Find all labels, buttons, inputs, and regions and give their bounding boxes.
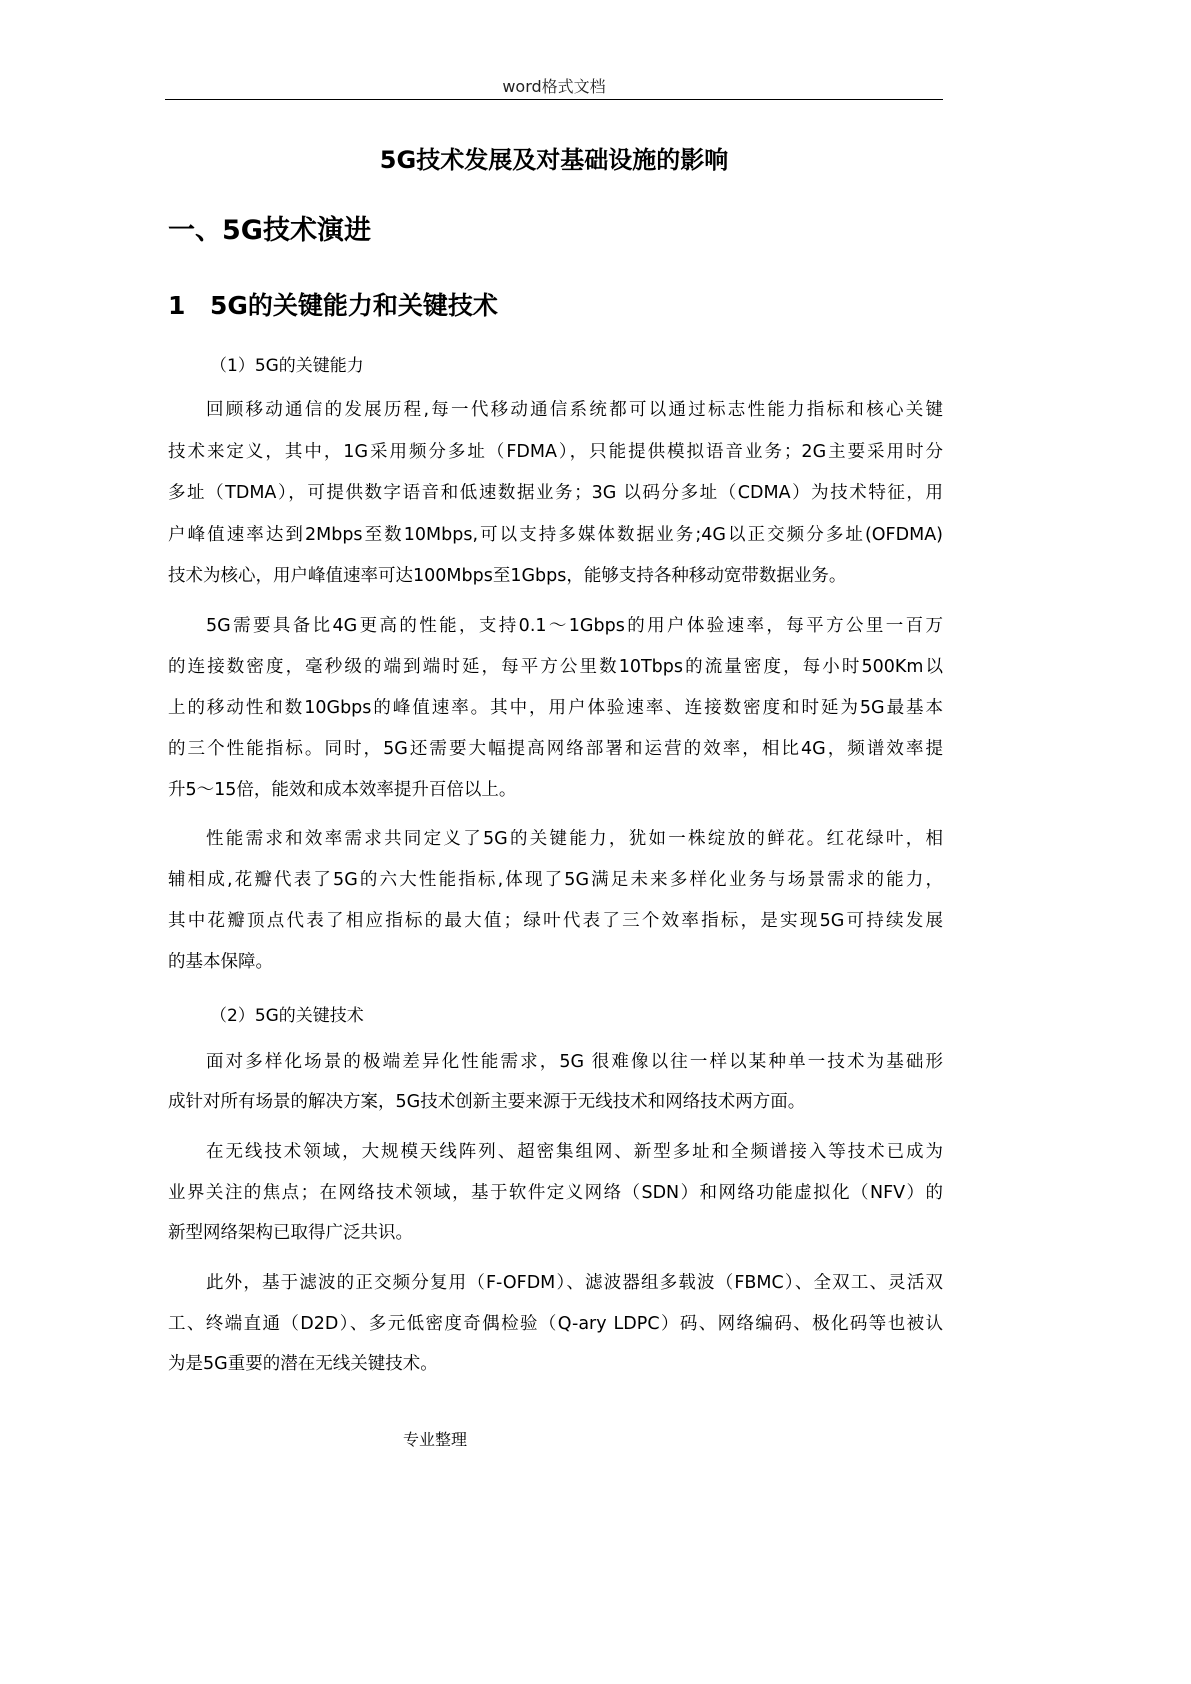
subsection-number: 1 [168, 291, 186, 320]
paragraph-line: 面对多样化场景的极端差异化性能需求，5G 很难像以往一样以某种单一技术为基础形 [206, 1052, 943, 1072]
header-divider [165, 99, 943, 100]
paragraph-line: 为是5G重要的潜在无线关键技术。 [168, 1354, 438, 1374]
subsection-heading [168, 286, 498, 322]
paragraph-line: 成针对所有场景的解决方案，5G技术创新主要来源于无线技术和网络技术两方面。 [168, 1092, 806, 1112]
page-footer: 专业整理 [403, 1430, 468, 1449]
page-header: word格式文档 [502, 77, 606, 96]
paragraph-line: 技术为核心，用户峰值速率可达100Mbps至1Gbps，能够支持各种移动宽带数据业务。 [168, 566, 847, 586]
paragraph-line: 5G需要具备比4G更高的性能，支持0.1～1Gbps的用户体验速率，每平方公里一百万 [206, 616, 943, 636]
section-heading: 一、5G技术演进 [168, 215, 371, 246]
document-title: 5G技术发展及对基础设施的影响 [379, 146, 729, 174]
paragraph-line: 的三个性能指标。同时，5G还需要大幅提高网络部署和运营的效率，相比4G，频谱效率提 [168, 739, 943, 759]
paragraph-line: 多址（TDMA），可提供数字语音和低速数据业务；3G 以码分多址（CDMA）为技术特征，用 [168, 483, 943, 503]
paragraph-line: 性能需求和效率需求共同定义了5G的关键能力，犹如一株绽放的鲜花。红花绿叶，相 [206, 829, 943, 849]
paragraph-line: 工、终端直通（D2D）、多元低密度奇偶检验（Q-ary LDPC）码、网络编码、极化码等也被认 [168, 1314, 943, 1334]
paragraph-line: 业界关注的焦点；在网络技术领域，基于软件定义网络（SDN）和网络功能虚拟化（NFV）的 [168, 1183, 943, 1203]
paragraph-line: 的基本保障。 [168, 952, 273, 972]
paragraph-line: 此外，基于滤波的正交频分复用（F-OFDM）、滤波器组多载波（FBMC）、全双工、灵活双 [206, 1273, 943, 1293]
paragraph-line: 户峰值速率达到2Mbps至数10Mbps,可以支持多媒体数据业务;4G以正交频分多址(OFDMA) [168, 525, 943, 545]
paragraph-line: 辅相成,花瓣代表了5G的六大性能指标,体现了5G满足未来多样化业务与场景需求的能力， [168, 870, 943, 890]
paragraph-line: 升5～15倍，能效和成本效率提升百倍以上。 [168, 780, 517, 800]
paragraph-line: 其中花瓣顶点代表了相应指标的最大值；绿叶代表了三个效率指标，是实现5G可持续发展 [168, 911, 943, 931]
paragraph-line: 回顾移动通信的发展历程,每一代移动通信系统都可以通过标志性能力指标和核心关键 [206, 400, 943, 420]
paragraph-line: 技术来定义，其中，1G采用频分多址（FDMA），只能提供模拟语音业务；2G主要采用时分 [168, 442, 943, 462]
subheading-key-capabilities: （1）5G的关键能力 [210, 356, 364, 376]
paragraph-line: 在无线技术领域，大规模天线阵列、超密集组网、新型多址和全频谱接入等技术已成为 [206, 1142, 943, 1162]
subheading-key-technologies: （2）5G的关键技术 [210, 1006, 364, 1026]
paragraph-line: 新型网络架构已取得广泛共识。 [168, 1223, 413, 1243]
subsection-title: 5G的关键能力和关键技术 [210, 291, 498, 320]
paragraph-line: 的连接数密度，毫秒级的端到端时延，每平方公里数10Tbps的流量密度，每小时500Km以 [168, 657, 943, 677]
paragraph-line: 上的移动性和数10Gbps的峰值速率。其中，用户体验速率、连接数密度和时延为5G最基本 [168, 698, 943, 718]
